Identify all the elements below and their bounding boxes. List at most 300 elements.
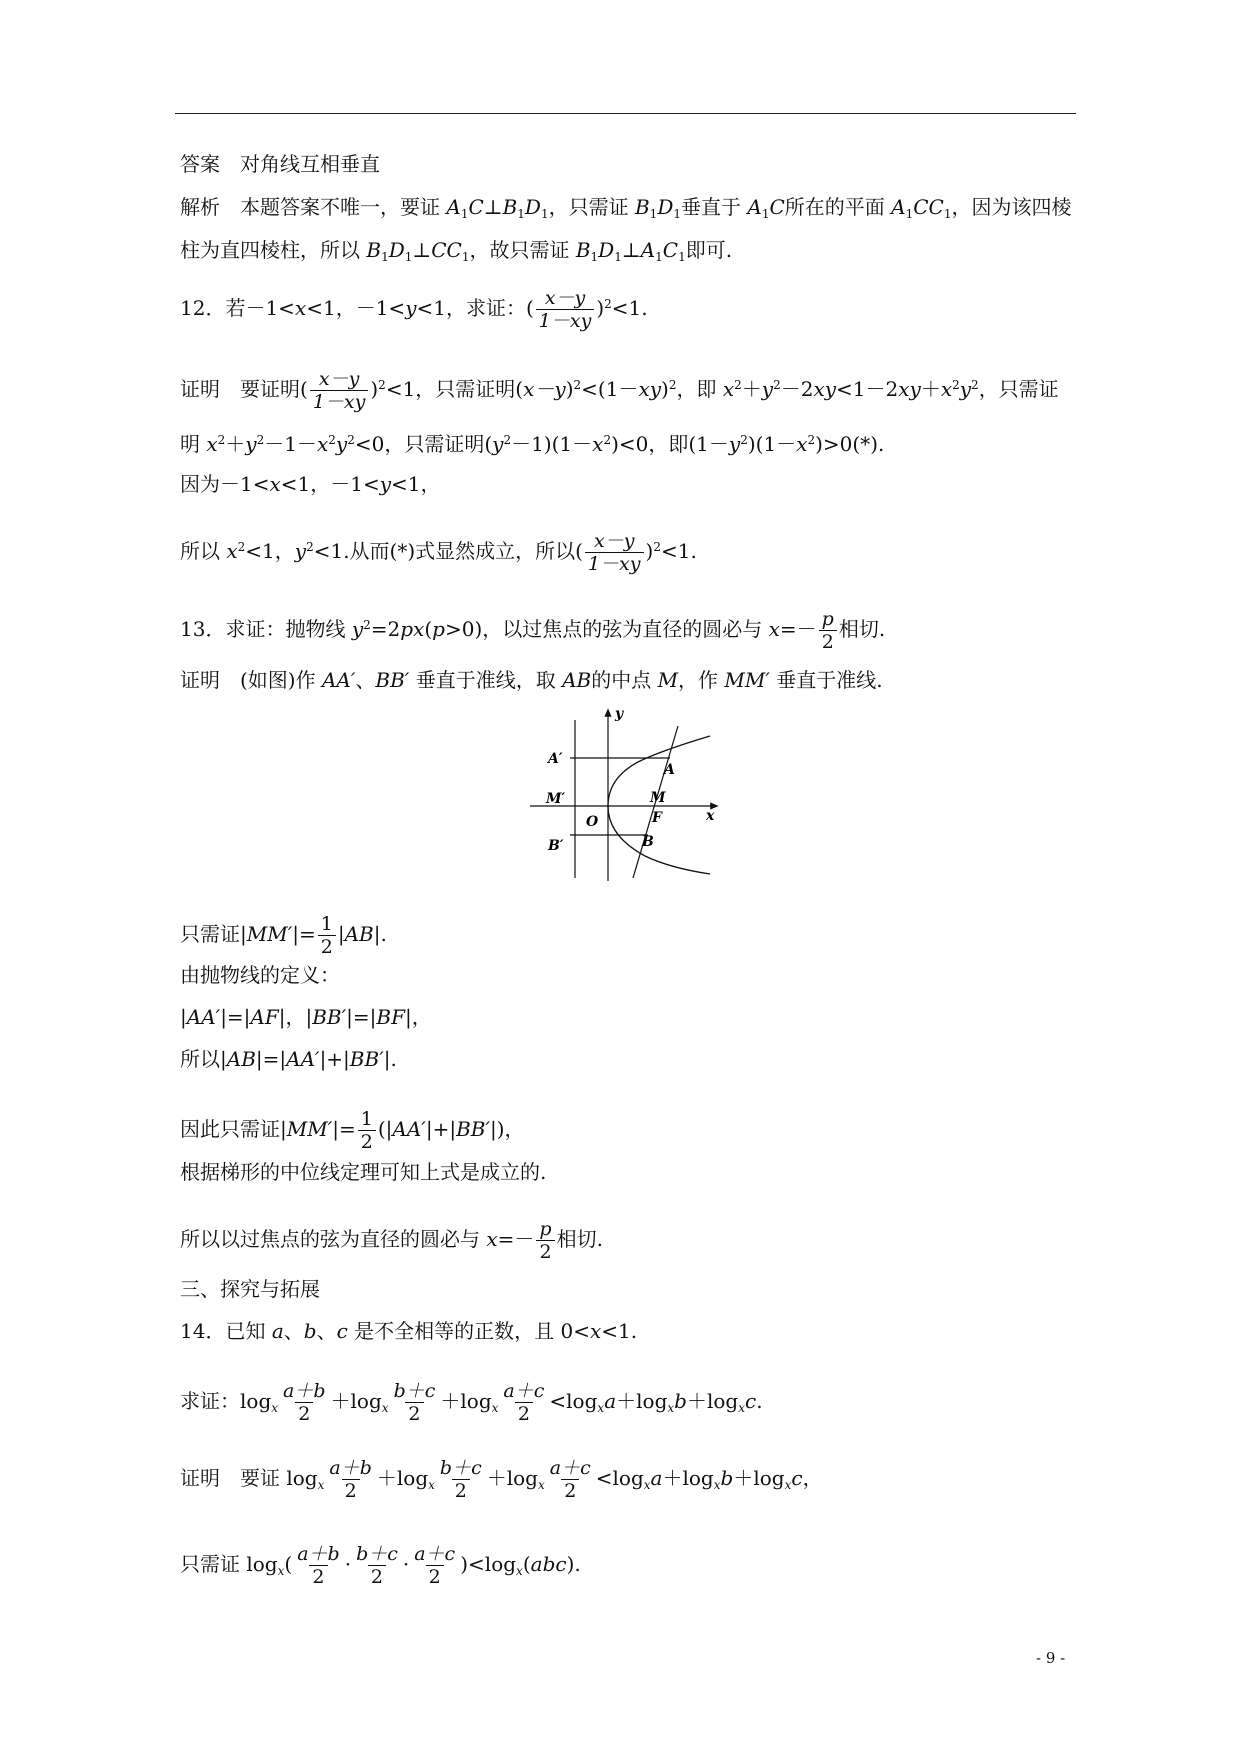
text: <1，只需证明( <box>385 377 524 401</box>
math-var: A <box>747 195 762 219</box>
math-var: C <box>662 238 679 262</box>
text: ) <box>596 296 605 320</box>
text: <1，－1< <box>280 472 380 496</box>
text: (如图)作 <box>240 668 322 692</box>
math-sub: 1 <box>649 207 658 221</box>
analysis-text: 垂直于 <box>681 195 748 219</box>
math-func: log <box>240 1389 272 1413</box>
math-sup: 2 <box>503 433 512 447</box>
fraction-numerator: a＋c <box>503 1380 545 1402</box>
math-op: ＋ <box>686 1389 707 1413</box>
math-sub: x <box>537 1478 545 1492</box>
problem-14-prove <box>180 1380 763 1425</box>
text: 因此只需证| <box>180 1117 287 1141</box>
math-var: y <box>761 377 774 401</box>
text: <1.从而(*)式显然成立，所以( <box>313 539 583 563</box>
math-sub: 1 <box>761 207 770 221</box>
math-sup: 2 <box>237 540 246 554</box>
analysis-text: 所在的平面 <box>784 195 892 219</box>
fraction-denominator: 2 <box>561 1479 579 1502</box>
math-var: BB′ <box>349 1047 384 1071</box>
text: ，作 <box>678 668 725 692</box>
fraction <box>547 1457 594 1502</box>
problem-13-need <box>180 913 387 958</box>
math-var: y <box>492 432 504 456</box>
text: |. <box>373 922 387 946</box>
text: 求证： <box>180 1389 240 1413</box>
fraction <box>411 1543 458 1588</box>
math-sup: 2 <box>603 433 612 447</box>
problem-13-proof-intro <box>180 668 883 692</box>
math-func: log <box>350 1389 382 1413</box>
text: |= <box>332 1117 356 1141</box>
text: <1， <box>245 539 295 563</box>
math-sup: 2 <box>378 378 386 392</box>
problem-12-because <box>180 472 441 496</box>
text: <1. <box>660 539 697 563</box>
text: 13．求证：抛物线 <box>180 617 352 641</box>
math-var: AA′ <box>392 1117 426 1141</box>
fraction-numerator: b＋c <box>439 1457 482 1479</box>
fraction <box>310 368 369 413</box>
text: 、 <box>355 668 376 692</box>
fraction-denominator: 2 <box>536 1240 554 1263</box>
math-sup: 2 <box>306 540 314 554</box>
math-var: C <box>769 195 785 219</box>
analysis-label: 解析 <box>180 195 220 219</box>
math-sub: 1 <box>673 207 681 221</box>
fraction <box>585 530 644 575</box>
math-var: MM′ <box>246 922 293 946</box>
text: =2 <box>370 617 401 641</box>
fraction <box>437 1457 485 1502</box>
math-sub: x <box>428 1478 435 1492</box>
fraction-numerator: x－y <box>318 368 360 390</box>
analysis-text: 本题答案不唯一，要证 <box>240 195 447 219</box>
text: 垂直于准线，取 <box>409 668 563 692</box>
fraction <box>294 1543 343 1588</box>
math-var: abc <box>530 1552 567 1576</box>
math-op: ＋ <box>486 1466 507 1490</box>
text: ). <box>566 1552 581 1576</box>
math-var: b <box>303 1319 317 1343</box>
text: 只需证 <box>180 1552 247 1576</box>
fraction-numerator: a＋c <box>549 1457 591 1479</box>
math-var: B <box>502 195 518 219</box>
text: <1，求证：( <box>416 296 534 320</box>
fraction-numerator: p <box>539 1218 552 1240</box>
fraction-numerator: a＋b <box>297 1543 340 1565</box>
text: |=| <box>255 1047 287 1071</box>
problem-13-trapezoid <box>180 1160 546 1184</box>
text: ) <box>460 1552 469 1576</box>
text: >0)，以过焦点的弦为直径的圆必与 <box>444 617 769 641</box>
text: <1. <box>601 1319 638 1343</box>
math-var: AB <box>562 668 592 692</box>
fraction-denominator: 2 <box>405 1402 423 1425</box>
fraction <box>358 1108 376 1153</box>
math-var: x <box>294 296 307 320</box>
text: | <box>180 1005 187 1029</box>
fraction-numerator: b＋c <box>356 1543 398 1565</box>
math-var: D <box>388 238 405 262</box>
analysis-line-1 <box>180 195 1071 226</box>
math-sub: x <box>597 1401 605 1415</box>
text: 要证明( <box>240 377 308 401</box>
fraction-denominator: 1－xy <box>585 552 644 575</box>
fraction-denominator: 2 <box>342 1479 360 1502</box>
text: ＋ <box>225 432 246 456</box>
math-var: c <box>745 1389 757 1413</box>
math-var: xy <box>898 377 921 401</box>
fraction-numerator: b＋c <box>393 1380 436 1402</box>
math-var: BB′ <box>375 668 410 692</box>
math-func: log <box>566 1389 598 1413</box>
text: )>0(*). <box>815 432 885 456</box>
label-a-prime: A′ <box>548 751 563 767</box>
math-var: c <box>791 1466 803 1490</box>
text: 因为－1< <box>180 472 270 496</box>
label-f: F <box>652 810 662 826</box>
text: 14．已知 <box>180 1319 272 1343</box>
math-op: ⊥ <box>483 195 503 219</box>
fraction-denominator: 2 <box>368 1565 386 1588</box>
math-var: y <box>379 472 392 496</box>
math-sup: 2 <box>952 378 960 392</box>
fraction-denominator: 2 <box>452 1479 470 1502</box>
fraction <box>326 1457 375 1502</box>
text: ＋ <box>920 377 941 401</box>
problem-13-conclusion <box>180 1218 603 1263</box>
fraction-denominator: 2 <box>515 1402 533 1425</box>
fraction-denominator: 2 <box>358 1130 376 1153</box>
math-var: AB <box>344 922 374 946</box>
problem-12-conclusion <box>180 530 697 575</box>
math-op: < <box>468 1552 485 1576</box>
text: 由抛物线的定义： <box>180 963 340 987</box>
math-sup: 2 <box>668 378 677 392</box>
text: 所以以过焦点的弦为直径的圆必与 <box>180 1227 487 1251</box>
math-var: C <box>468 195 484 219</box>
math-var: D <box>598 238 615 262</box>
math-var: x <box>940 377 953 401</box>
math-sub: 1 <box>905 207 914 221</box>
math-var: AF <box>250 1005 279 1029</box>
math-op: < <box>595 1466 613 1490</box>
label-b-prime: B′ <box>548 838 564 854</box>
math-var: AA′ <box>286 1047 320 1071</box>
math-var: x <box>768 617 780 641</box>
math-func: log <box>706 1389 739 1413</box>
math-sub: 1 <box>461 250 470 264</box>
fraction-numerator: a＋b <box>329 1457 372 1479</box>
math-sub: 1 <box>404 250 413 264</box>
math-sub: 1 <box>614 250 622 264</box>
problem-12-statement <box>180 287 648 332</box>
text: )<0，即(1－ <box>611 432 729 456</box>
math-var: x <box>486 1227 498 1251</box>
math-func: log <box>506 1466 538 1490</box>
fraction-numerator: p <box>821 608 834 630</box>
math-op: · <box>402 1552 410 1576</box>
label-m-prime: M′ <box>546 791 566 807</box>
answer-text: 对角线互相垂直 <box>240 152 380 176</box>
math-sub: x <box>516 1564 523 1578</box>
text: |=| <box>220 1005 251 1029</box>
fraction-denominator: 1－xy <box>310 390 369 413</box>
text: <(1－ <box>581 377 639 401</box>
math-var: x <box>589 1319 602 1343</box>
text: ， <box>802 1466 823 1490</box>
text: =－ <box>779 617 817 641</box>
parabola-figure <box>520 706 720 886</box>
math-var: A <box>446 195 461 219</box>
text: <1， <box>391 472 441 496</box>
fraction-numerator: x－y <box>594 530 635 552</box>
text: ) <box>370 377 379 401</box>
text: 只需证| <box>180 922 247 946</box>
text: 明 <box>180 432 207 456</box>
problem-13-eq2 <box>180 1047 397 1071</box>
problem-14-proof-line-1 <box>180 1457 823 1502</box>
math-var: a <box>604 1389 617 1413</box>
text: |+| <box>319 1047 350 1071</box>
math-sub: x <box>381 1401 389 1415</box>
math-var: px <box>400 617 425 641</box>
problem-14-statement <box>180 1319 637 1343</box>
text: ( <box>424 617 433 641</box>
math-var: BF <box>376 1005 405 1029</box>
problem-12-proof-line-2 <box>180 428 884 456</box>
math-func: log <box>636 1389 668 1413</box>
math-sup: 2 <box>740 433 748 447</box>
fraction-denominator: 2 <box>318 935 336 958</box>
text: ，即 <box>676 377 723 401</box>
fraction-numerator: 1 <box>360 1108 373 1130</box>
math-sup: 2 <box>256 433 265 447</box>
text: 相切. <box>556 1227 603 1251</box>
fraction <box>318 913 336 958</box>
label-o: O <box>586 814 599 830</box>
text: 要证 <box>240 1466 287 1490</box>
text: |， <box>404 1005 432 1029</box>
math-op: ⊥ <box>621 238 641 262</box>
problem-14-proof-line-2 <box>180 1543 581 1588</box>
math-sup: 2 <box>347 433 355 447</box>
text: ( <box>284 1552 293 1576</box>
math-sup: 2 <box>217 433 226 447</box>
math-sub: 1 <box>540 207 549 221</box>
header-rule <box>175 113 1076 114</box>
label-x: x <box>706 808 715 824</box>
analysis-text: 柱为直四棱柱，所以 <box>180 238 367 262</box>
text: 是不全相等的正数，且 0< <box>347 1319 590 1343</box>
math-sup: 2 <box>653 540 661 554</box>
analysis-text: ，只需证 <box>548 195 635 219</box>
math-sup: 2 <box>573 378 582 392</box>
math-sub: 1 <box>590 250 599 264</box>
label-a: A <box>664 762 675 778</box>
text: 相切. <box>838 617 886 641</box>
math-op: < <box>549 1389 567 1413</box>
math-op: ＋ <box>733 1466 754 1490</box>
text: )(1－ <box>747 432 797 456</box>
answer-line <box>180 152 380 176</box>
math-var: MM′ <box>724 668 770 692</box>
math-sup: 2 <box>734 378 742 392</box>
text: 12．若－1< <box>180 296 295 320</box>
problem-13-def <box>180 963 340 987</box>
math-var: x <box>226 539 238 563</box>
math-var: x <box>269 472 281 496</box>
math-sub: x <box>491 1401 499 1415</box>
text: －1－ <box>264 432 317 456</box>
math-var: AA′ <box>186 1005 221 1029</box>
text: |)， <box>490 1117 525 1141</box>
fraction-denominator: 2 <box>309 1565 327 1588</box>
math-func: log <box>396 1466 429 1490</box>
text: 所以| <box>180 1047 227 1071</box>
fraction <box>819 608 837 653</box>
math-var: CC <box>913 195 944 219</box>
text: <1－2 <box>836 377 899 401</box>
analysis-line-2 <box>180 238 732 269</box>
math-sup: 2 <box>604 297 612 311</box>
math-var: xy <box>638 377 662 401</box>
math-sub: x <box>713 1478 721 1492</box>
math-sub: x <box>667 1401 675 1415</box>
label-m: M <box>650 790 666 806</box>
math-var: B <box>634 195 650 219</box>
math-var: y <box>728 432 741 456</box>
math-var: M <box>657 668 679 692</box>
text: |. <box>383 1047 397 1071</box>
math-func: log <box>286 1466 318 1490</box>
math-var: MM′ <box>286 1117 333 1141</box>
fraction-numerator: a＋c <box>414 1543 456 1565</box>
math-var: BB′ <box>312 1005 347 1029</box>
math-sub: 1 <box>678 250 686 264</box>
math-var: AB <box>226 1047 256 1071</box>
math-func: log <box>460 1389 492 1413</box>
math-sub: x <box>784 1478 792 1492</box>
math-var: b <box>674 1389 687 1413</box>
math-var: x－y <box>523 377 566 401</box>
math-var: B <box>366 238 382 262</box>
proof-label: 证明 <box>180 377 220 401</box>
math-op: ＋ <box>440 1389 461 1413</box>
section-heading-3 <box>180 1277 320 1301</box>
math-var: y <box>245 432 257 456</box>
math-var: x <box>316 432 329 456</box>
math-var: a <box>271 1319 284 1343</box>
text: | <box>337 922 345 946</box>
problem-12-proof-line-1 <box>180 368 1059 413</box>
math-var: y <box>959 377 972 401</box>
math-sub: x <box>317 1478 325 1492</box>
text: ＋ <box>741 377 762 401</box>
math-var: B <box>575 238 591 262</box>
math-sub: 1 <box>943 207 952 221</box>
proof-label: 证明 <box>180 668 220 692</box>
math-var: y <box>351 617 364 641</box>
math-sub: x <box>277 1564 285 1578</box>
problem-13-statement <box>180 608 885 653</box>
math-var: A <box>891 195 906 219</box>
math-var: x <box>722 377 735 401</box>
math-func: log <box>682 1466 714 1490</box>
text: |，| <box>278 1005 313 1029</box>
text: =－ <box>497 1227 535 1251</box>
fraction <box>353 1543 401 1588</box>
text: 根据梯形的中位线定理可知上式是成立的. <box>180 1160 547 1184</box>
math-sub: 1 <box>655 250 663 264</box>
math-sub: 1 <box>460 207 469 221</box>
math-op: ＋ <box>376 1466 397 1490</box>
fraction-denominator: 2 <box>426 1565 444 1588</box>
math-func: log <box>753 1466 785 1490</box>
fraction <box>280 1380 329 1425</box>
text: <0，只需证明( <box>354 432 493 456</box>
label-b: B <box>642 834 654 850</box>
fraction <box>391 1380 439 1425</box>
fraction-numerator: a＋b <box>283 1380 326 1402</box>
math-var: b <box>720 1466 734 1490</box>
text: |+| <box>425 1117 457 1141</box>
math-var: A <box>640 238 656 262</box>
math-var: D <box>657 195 674 219</box>
analysis-text: ，因为该四棱 <box>951 195 1072 219</box>
fraction <box>536 1218 554 1263</box>
fraction-numerator: 1 <box>320 913 333 935</box>
math-var: xy <box>813 377 837 401</box>
problem-13-eq1 <box>180 1005 432 1029</box>
math-var: y <box>294 539 307 563</box>
problem-13-eq3 <box>180 1108 525 1153</box>
math-op: ＋ <box>616 1389 637 1413</box>
text: －1)(1－ <box>511 432 593 456</box>
math-sub: 1 <box>381 250 389 264</box>
math-func: log <box>246 1552 278 1576</box>
fraction <box>500 1380 547 1425</box>
text: <1，－1< <box>306 296 406 320</box>
math-var: y <box>335 432 348 456</box>
text: 、 <box>316 1319 337 1343</box>
text: 、 <box>283 1319 304 1343</box>
text: 垂直于准线. <box>769 668 883 692</box>
math-sub: x <box>271 1401 279 1415</box>
math-var: a <box>650 1466 663 1490</box>
math-var: c <box>336 1319 348 1343</box>
math-func: log <box>484 1552 517 1576</box>
math-var: x <box>592 432 604 456</box>
text: 的中点 <box>591 668 658 692</box>
math-sub: x <box>738 1401 745 1415</box>
math-func: log <box>612 1466 644 1490</box>
math-var: y <box>405 296 417 320</box>
fraction-numerator: x－y <box>544 287 586 309</box>
text: ) <box>661 377 669 401</box>
math-sup: 2 <box>363 618 371 632</box>
math-sub: x <box>643 1478 651 1492</box>
math-var: x <box>206 432 218 456</box>
math-sup: 2 <box>328 433 336 447</box>
text: －2 <box>780 377 814 401</box>
fraction <box>536 287 595 332</box>
text: ，只需证 <box>978 377 1059 401</box>
fraction-denominator: 2 <box>295 1402 313 1425</box>
text: 所以 <box>180 539 227 563</box>
